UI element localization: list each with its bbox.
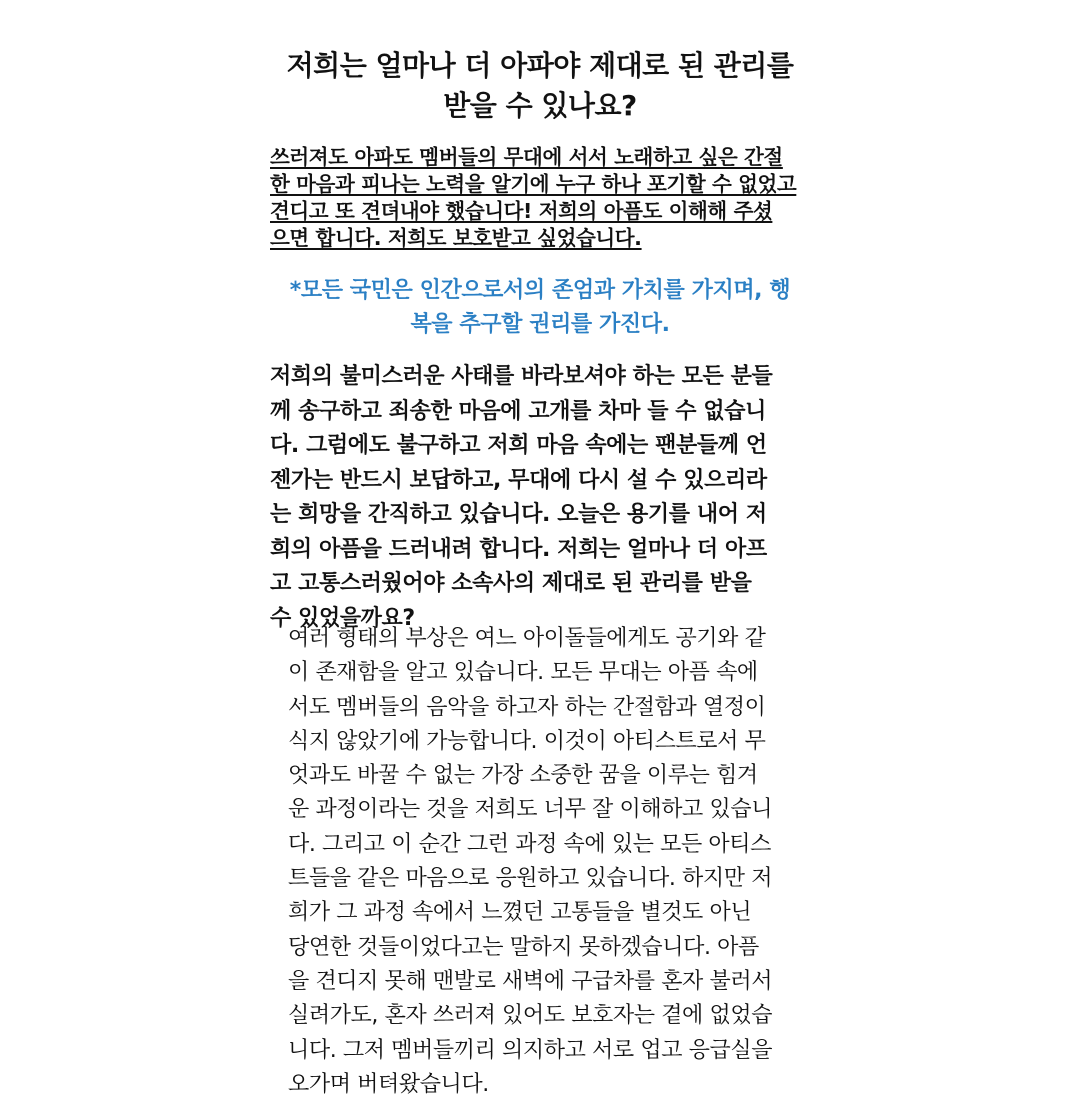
quote-line: *모든 국민은 인간으로서의 존엄과 가치를 가지며, 행 xyxy=(289,278,791,303)
regular-paragraph xyxy=(288,622,816,1102)
paragraph-line: 당연한 것들이었다고는 말하지 못하겠습니다. 아픔 xyxy=(288,934,759,960)
underlined-paragraph xyxy=(270,144,815,252)
paragraph-line: 여러 형태의 부상은 여느 아이돌들에게도 공기와 같 xyxy=(288,626,766,651)
paragraph-line: 다. 그럼에도 불구하고 저희 마음 속에는 팬분들께 언 xyxy=(270,433,767,458)
paragraph-line: 한 마음과 피나는 노력을 알기에 누구 하나 포기할 수 없었고 xyxy=(270,172,797,196)
paragraph-line: 께 송구하고 죄송한 마음에 고개를 차마 들 수 없습니 xyxy=(270,398,766,424)
paragraph-line: 식지 않았기에 가능합니다. 이것이 아티스트로서 무 xyxy=(288,728,766,754)
paragraph-line: 견디고 또 견뎌내야 했습니다! 저희의 아픔도 이해해 주셨 xyxy=(270,199,773,223)
constitution-quote xyxy=(270,274,810,342)
paragraph-line: 으면 합니다. 저희도 보호받고 싶었습니다. xyxy=(270,226,642,250)
paragraph-line: 희의 아픔을 드러내려 합니다. 저희는 얼마나 더 아프 xyxy=(270,536,767,562)
paragraph-line: 고 고통스러웠어야 소속사의 제대로 된 관리를 받을 xyxy=(270,571,752,596)
paragraph-line: 오가며 버텨왔습니다. xyxy=(288,1071,489,1097)
title-line: 받을 수 있나요? xyxy=(443,89,637,122)
paragraph-line: 쓰러져도 아파도 멤버들의 무대에 서서 노래하고 싶은 간절 xyxy=(270,145,783,169)
quote-line: 복을 추구할 권리를 가진다. xyxy=(410,312,670,337)
statement-title xyxy=(270,46,810,126)
paragraph-line: 저희의 불미스러운 사태를 바라보셔야 하는 모든 분들 xyxy=(270,364,773,389)
bold-paragraph xyxy=(270,360,815,636)
paragraph-line: 다. 그리고 이 순간 그런 과정 속에 있는 모든 아티스 xyxy=(288,831,771,857)
paragraph-line: 젠가는 반드시 보답하고, 무대에 다시 설 수 있으리라 xyxy=(270,467,767,493)
paragraph-line: 서도 멤버들의 음악을 하고자 하는 간절함과 열정이 xyxy=(288,694,766,720)
paragraph-line: 는 희망을 간직하고 있습니다. 오늘은 용기를 내어 저 xyxy=(270,502,767,527)
paragraph-line: 희가 그 과정 속에서 느꼈던 고통들을 별것도 아닌 xyxy=(288,900,752,926)
paragraph-line: 이 존재함을 알고 있습니다. 모든 무대는 아픔 속에 xyxy=(288,660,758,686)
paragraph-line: 실려가도, 혼자 쓰러져 있어도 보호자는 곁에 없었습 xyxy=(288,1003,773,1029)
paragraph-line: 운 과정이라는 것을 저희도 너무 잘 이해하고 있습니 xyxy=(288,797,773,823)
paragraph-line: 수 있었을까요? xyxy=(270,605,415,631)
paragraph-line: 트들을 같은 마음으로 응원하고 있습니다. 하지만 저 xyxy=(288,866,773,892)
paragraph-line: 엇과도 바꿀 수 없는 가장 소중한 꿈을 이루는 힘겨 xyxy=(288,763,758,789)
paragraph-line: 니다. 그저 멤버들끼리 의지하고 서로 업고 응급실을 xyxy=(288,1037,773,1063)
paragraph-line: 을 견디지 못해 맨발로 새벽에 구급차를 혼자 불러서 xyxy=(288,968,773,994)
title-line: 저희는 얼마나 더 아파야 제대로 된 관리를 xyxy=(286,49,794,82)
